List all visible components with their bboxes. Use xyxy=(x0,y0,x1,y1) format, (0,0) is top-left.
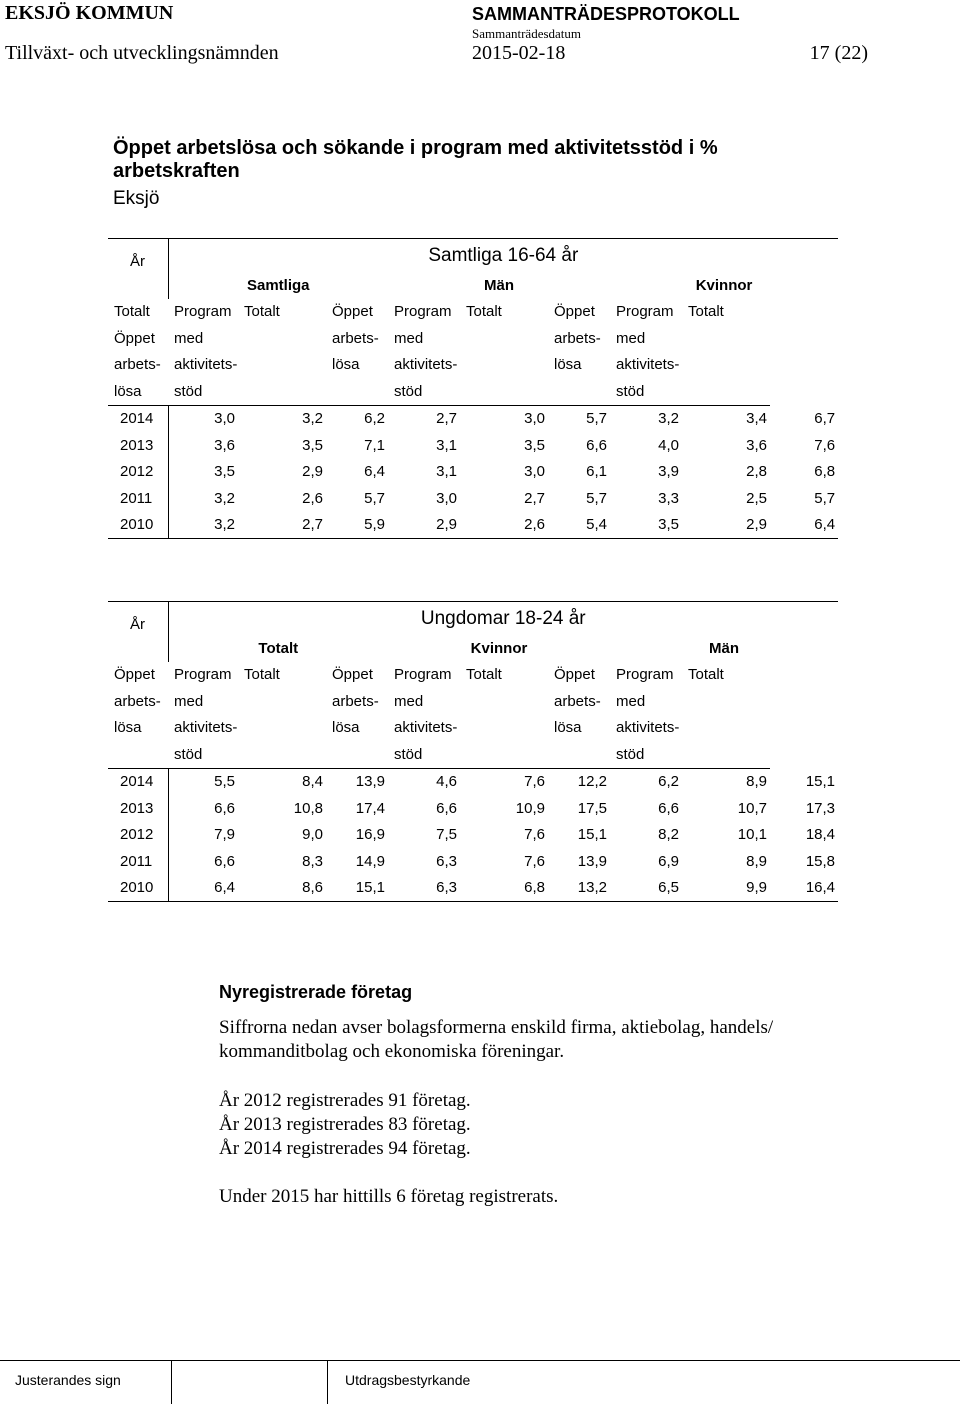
table-title: Samtliga 16-64 år xyxy=(168,239,838,273)
column-header-cell: aktivitets- xyxy=(616,719,680,737)
column-header-cell: stöd xyxy=(388,741,460,768)
value-cell: 16,9 xyxy=(355,826,385,844)
value-cell: 3,0 xyxy=(524,463,545,481)
column-header-cell: stöd xyxy=(610,378,682,405)
registration-line: År 2013 registrerades 83 företag. xyxy=(219,1114,471,1135)
column-header-cell: Totalt xyxy=(688,303,724,321)
column-header-cell: Program xyxy=(616,303,674,321)
value-cell: 13,9 xyxy=(355,773,385,791)
column-header-cell xyxy=(682,378,770,405)
column-header-cell xyxy=(326,741,388,768)
value-cell: 14,9 xyxy=(355,852,385,870)
column-header-cell xyxy=(238,715,326,742)
table-title: Ungdomar 18-24 år xyxy=(168,602,838,636)
column-header-cell: lösa xyxy=(554,719,582,737)
column-header-cell: med xyxy=(394,692,424,710)
value-cell: 2,6 xyxy=(302,489,323,507)
group-header: Män xyxy=(709,639,739,657)
value-cell: 17,4 xyxy=(355,799,385,817)
column-header-cell: aktivitets- xyxy=(616,356,680,374)
value-cell: 5,7 xyxy=(586,489,607,507)
column-header-cell: Totalt xyxy=(114,303,150,321)
value-cell: 15,1 xyxy=(577,826,607,844)
year-header: År xyxy=(108,602,168,662)
column-header-cell: aktivitets- xyxy=(174,356,238,374)
year-cell: 2014 xyxy=(108,768,168,795)
year-cell: 2010 xyxy=(108,512,168,539)
column-header-cell xyxy=(682,325,770,352)
column-header-cell xyxy=(108,741,168,768)
value-cell: 6,6 xyxy=(586,436,607,454)
column-header-cell: aktivitets- xyxy=(174,719,238,737)
value-cell: 6,4 xyxy=(364,463,385,481)
value-cell: 7,5 xyxy=(436,826,457,844)
value-cell: 3,1 xyxy=(436,463,457,481)
column-header-cell: med xyxy=(616,329,646,347)
column-header-cell: Program xyxy=(394,666,452,684)
value-cell: 6,8 xyxy=(814,463,836,481)
table-row xyxy=(108,432,838,459)
value-cell: 2,9 xyxy=(682,512,770,539)
table-row xyxy=(108,405,838,432)
column-header-cell: Program xyxy=(394,303,452,321)
column-header-cell xyxy=(238,688,326,715)
column-header-cell: arbets- xyxy=(554,329,601,347)
column-header-cell: Öppet xyxy=(114,329,155,347)
year-cell: 2014 xyxy=(108,405,168,432)
value-cell: 8,3 xyxy=(302,852,323,870)
column-header-cell: Totalt xyxy=(466,303,502,321)
year-cell: 2012 xyxy=(108,822,168,849)
value-cell: 5,4 xyxy=(548,512,610,539)
table-row xyxy=(108,795,838,822)
value-cell: 5,9 xyxy=(326,512,388,539)
group-header: Totalt xyxy=(258,639,299,657)
value-cell: 3,2 xyxy=(214,489,235,507)
value-cell: 3,6 xyxy=(746,436,767,454)
column-header-cell: Totalt xyxy=(466,666,502,684)
column-header-cell: Totalt xyxy=(244,666,280,684)
meeting-date-label: Sammanträdesdatum xyxy=(472,26,582,41)
column-header-cell xyxy=(548,741,610,768)
column-header-cell xyxy=(460,378,548,405)
year-cell: 2012 xyxy=(108,459,168,486)
registration-line: År 2014 registrerades 94 företag. xyxy=(219,1138,471,1159)
column-header-cell: lösa xyxy=(114,719,142,737)
sign-label: Justerandes sign xyxy=(15,1372,121,1388)
group-header: Samtliga xyxy=(246,276,310,294)
value-cell: 8,6 xyxy=(238,875,326,902)
value-cell: 6,4 xyxy=(168,875,238,902)
value-cell: 3,2 xyxy=(658,410,679,428)
value-cell: 6,9 xyxy=(658,852,679,870)
value-cell: 18,4 xyxy=(805,826,836,844)
value-cell: 6,6 xyxy=(214,799,235,817)
table-row xyxy=(108,875,838,902)
table-row xyxy=(108,485,838,512)
value-cell: 3,0 xyxy=(524,410,545,428)
column-header-cell xyxy=(238,352,326,379)
value-cell: 6,3 xyxy=(436,852,457,870)
column-header-cell: Program xyxy=(174,666,232,684)
value-cell: 6,6 xyxy=(436,799,457,817)
group-header: Män xyxy=(484,276,514,294)
group-header: Kvinnor xyxy=(470,639,528,657)
value-cell: 3,9 xyxy=(658,463,679,481)
value-cell: 6,3 xyxy=(388,875,460,902)
value-cell: 2,6 xyxy=(460,512,548,539)
column-header-cell xyxy=(238,325,326,352)
value-cell: 5,7 xyxy=(586,410,607,428)
value-cell: 2,5 xyxy=(746,489,767,507)
value-cell: 9,0 xyxy=(302,826,323,844)
value-cell: 2,8 xyxy=(746,463,767,481)
meeting-date: 2015-02-18 xyxy=(472,42,566,64)
value-cell: 12,2 xyxy=(577,773,607,791)
column-header-cell: med xyxy=(174,329,204,347)
year-cell: 2011 xyxy=(108,485,168,512)
value-cell: 8,9 xyxy=(746,773,767,791)
column-header-cell xyxy=(682,688,770,715)
group-header: Kvinnor xyxy=(695,276,753,294)
footer-divider xyxy=(0,1360,960,1361)
description-line: Siffrorna nedan avser bolagsformerna enskild firma, aktiebolag, handels/ xyxy=(219,1017,774,1038)
column-header-cell xyxy=(460,325,548,352)
value-cell: 2,9 xyxy=(388,512,460,539)
value-cell: 4,6 xyxy=(436,773,457,791)
value-cell: 7,6 xyxy=(814,436,836,454)
value-cell: 3,6 xyxy=(214,436,235,454)
value-cell: 2,7 xyxy=(238,512,326,539)
value-cell: 3,2 xyxy=(168,512,238,539)
value-cell: 13,2 xyxy=(548,875,610,902)
value-cell: 10,9 xyxy=(515,799,545,817)
value-cell: 10,1 xyxy=(737,826,767,844)
table-row xyxy=(108,768,838,795)
new-companies-heading: Nyregistrerade företag xyxy=(219,982,413,1002)
column-header-cell xyxy=(460,715,548,742)
value-cell: 15,1 xyxy=(326,875,388,902)
value-cell: 10,8 xyxy=(293,799,323,817)
column-header-cell: aktivitets- xyxy=(394,719,458,737)
column-header-cell: lösa xyxy=(554,356,582,374)
protocol-title: SAMMANTRÄDESPROTOKOLL xyxy=(472,4,740,24)
value-cell: 6,5 xyxy=(610,875,682,902)
column-header-cell: stöd xyxy=(168,378,238,405)
value-cell: 3,0 xyxy=(214,410,235,428)
table-samtliga-16-64 xyxy=(108,238,838,539)
column-header-cell xyxy=(238,741,326,768)
value-cell: 5,5 xyxy=(214,773,235,791)
value-cell: 15,8 xyxy=(805,852,836,870)
table-row xyxy=(108,848,838,875)
value-cell: 16,4 xyxy=(770,875,838,902)
column-header-cell: lösa xyxy=(332,356,360,374)
column-header-cell: med xyxy=(174,692,204,710)
year-cell: 2013 xyxy=(108,432,168,459)
column-header-cell xyxy=(238,378,326,405)
summary-line: Under 2015 har hittills 6 företag registrerats. xyxy=(219,1186,559,1207)
description-line: kommanditbolag och ekonomiska föreningar. xyxy=(219,1041,565,1062)
year-cell: 2013 xyxy=(108,795,168,822)
section-title: Öppet arbetslösa och sökande i program med aktivitetsstöd i % arbetskraften xyxy=(113,137,718,182)
column-header-cell: Program xyxy=(174,303,232,321)
column-header-cell: arbets- xyxy=(114,356,161,374)
extract-label: Utdragsbestyrkande xyxy=(345,1372,471,1388)
column-header-cell: Totalt xyxy=(688,666,724,684)
value-cell: 3,5 xyxy=(302,436,323,454)
column-header-cell: Öppet xyxy=(332,303,373,321)
column-header-cell: arbets- xyxy=(554,692,601,710)
value-cell: 15,1 xyxy=(805,773,836,790)
column-header-cell xyxy=(460,352,548,379)
column-header-cell: stöd xyxy=(168,741,238,768)
footer-separator xyxy=(327,1360,328,1404)
value-cell: 2,7 xyxy=(436,410,457,428)
value-cell: 3,0 xyxy=(436,489,457,507)
column-header-cell: Öppet xyxy=(332,666,373,684)
column-header-cell xyxy=(682,715,770,742)
value-cell: 8,2 xyxy=(658,826,679,844)
value-cell: 5,7 xyxy=(814,489,836,507)
value-cell: 6,7 xyxy=(814,410,836,427)
value-cell: 13,9 xyxy=(577,852,607,870)
page-number: 17 (22) xyxy=(809,42,868,64)
value-cell: 3,5 xyxy=(524,436,545,454)
column-header-cell: aktivitets- xyxy=(394,356,458,374)
column-header-cell: stöd xyxy=(388,378,460,405)
column-header-cell: med xyxy=(616,692,646,710)
committee-name: Tillväxt- och utvecklingsnämnden xyxy=(5,42,279,64)
value-cell: 7,6 xyxy=(524,852,545,870)
value-cell: 2,7 xyxy=(524,489,545,507)
value-cell: 6,1 xyxy=(586,463,607,481)
value-cell: 6,4 xyxy=(770,512,838,539)
value-cell: 8,9 xyxy=(746,852,767,870)
municipality-name: EKSJÖ KOMMUN xyxy=(5,2,174,24)
year-cell: 2010 xyxy=(108,875,168,902)
table-row xyxy=(108,459,838,486)
column-header-cell: arbets- xyxy=(332,692,379,710)
value-cell: 9,9 xyxy=(682,875,770,902)
column-header-cell: stöd xyxy=(610,741,682,768)
column-header-cell xyxy=(682,352,770,379)
column-header-cell: arbets- xyxy=(114,692,161,710)
value-cell: 3,2 xyxy=(302,410,323,428)
value-cell: 3,1 xyxy=(436,436,457,454)
year-cell: 2011 xyxy=(108,848,168,875)
value-cell: 17,3 xyxy=(805,799,836,817)
value-cell: 3,3 xyxy=(658,489,679,507)
value-cell: 3,5 xyxy=(610,512,682,539)
year-header: År xyxy=(108,239,168,299)
column-header-cell xyxy=(326,378,388,405)
value-cell: 7,9 xyxy=(214,826,235,844)
table-row xyxy=(108,512,838,539)
value-cell: 7,1 xyxy=(364,436,385,454)
column-header-cell: Totalt xyxy=(244,303,280,321)
column-header-cell: Öppet xyxy=(114,666,155,684)
value-cell: 6,2 xyxy=(658,773,679,791)
value-cell: 8,4 xyxy=(302,773,323,791)
column-header-cell: Öppet xyxy=(554,666,595,684)
column-header-cell xyxy=(460,688,548,715)
table-ungdomar-18-24 xyxy=(108,601,838,902)
value-cell: 17,5 xyxy=(577,799,607,817)
column-header-cell: med xyxy=(394,329,424,347)
value-cell: 3,4 xyxy=(746,410,767,428)
value-cell: 6,6 xyxy=(214,852,235,870)
value-cell: 7,6 xyxy=(524,826,545,844)
value-cell: 7,6 xyxy=(524,773,545,791)
value-cell: 4,0 xyxy=(658,436,679,454)
value-cell: 6,2 xyxy=(364,410,385,428)
value-cell: 5,7 xyxy=(364,489,385,507)
value-cell: 2,9 xyxy=(302,463,323,481)
value-cell: 6,6 xyxy=(658,799,679,817)
value-cell: 6,8 xyxy=(460,875,548,902)
column-header-cell: lösa xyxy=(332,719,360,737)
footer-separator xyxy=(171,1360,172,1404)
column-header-cell xyxy=(682,741,770,768)
column-header-cell: lösa xyxy=(108,378,168,405)
column-header-cell: Program xyxy=(616,666,674,684)
registration-line: År 2012 registrerades 91 företag. xyxy=(219,1090,471,1111)
column-header-cell xyxy=(460,741,548,768)
column-header-cell xyxy=(548,378,610,405)
column-header-cell: arbets- xyxy=(332,329,379,347)
column-header-cell: Öppet xyxy=(554,303,595,321)
section-subtitle: Eksjö xyxy=(113,188,160,209)
value-cell: 3,5 xyxy=(214,463,235,481)
value-cell: 10,7 xyxy=(737,799,767,817)
table-row xyxy=(108,822,838,849)
